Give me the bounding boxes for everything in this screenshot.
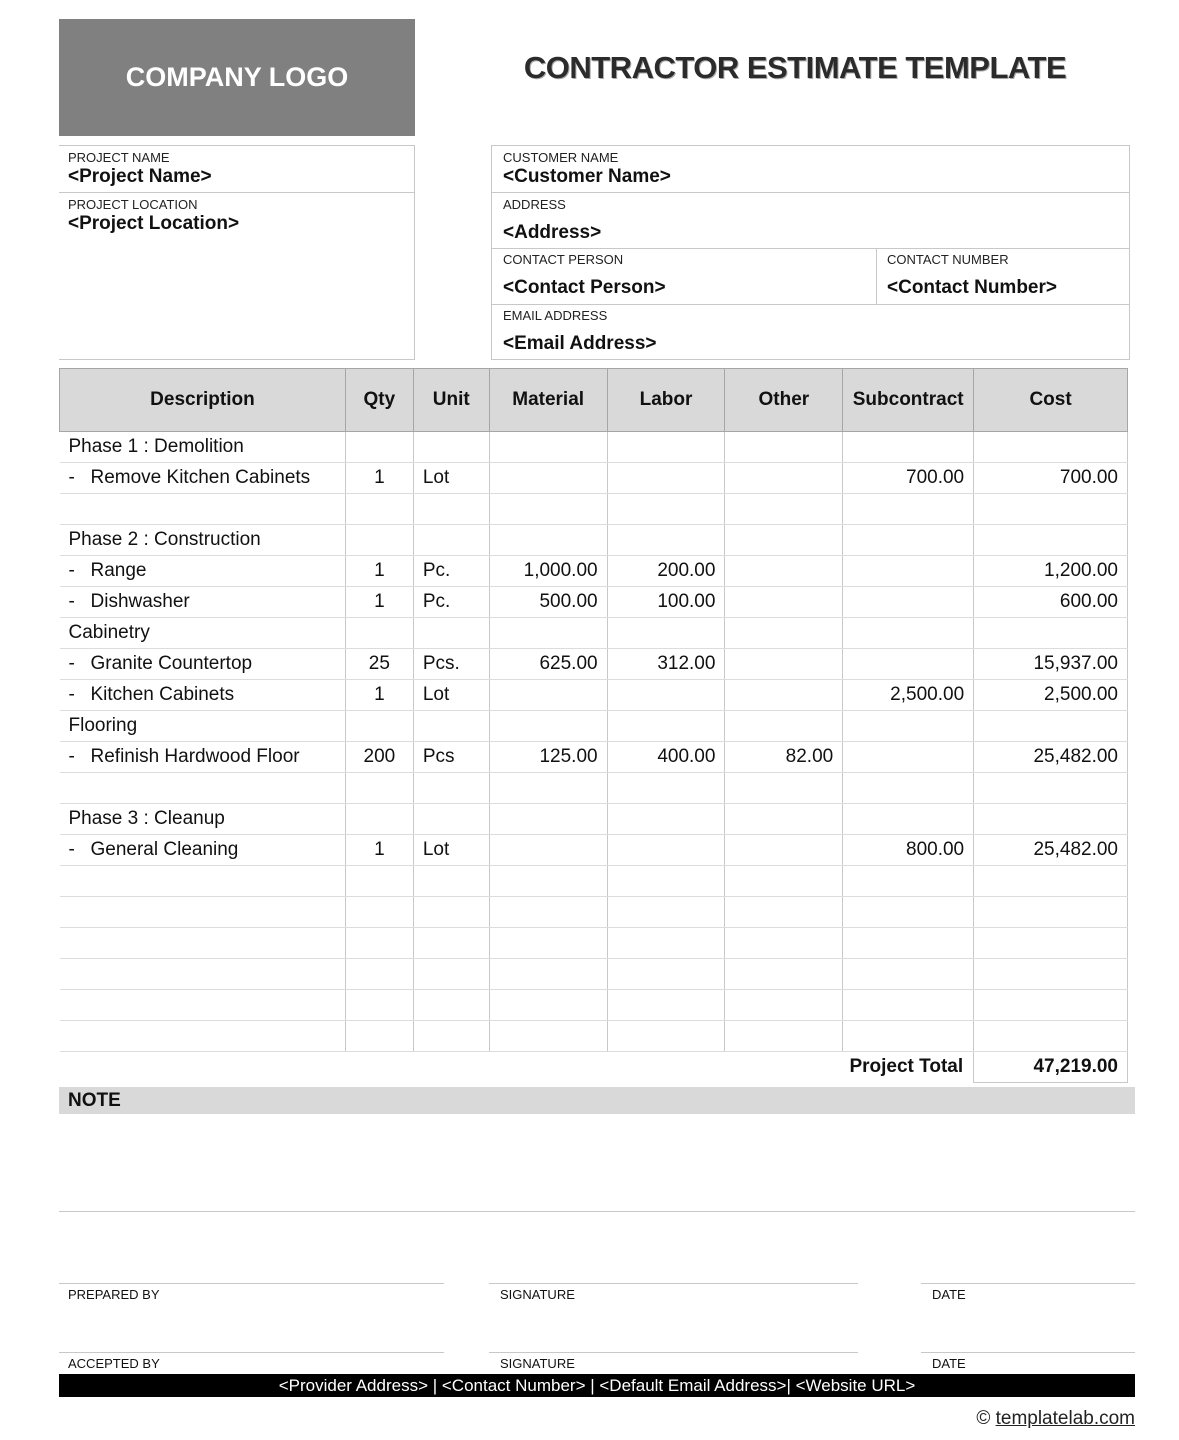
subcontract-cell[interactable]: 800.00	[843, 835, 974, 866]
material-cell[interactable]	[489, 804, 607, 835]
item-dash: -	[68, 467, 75, 488]
description-cell[interactable]	[60, 866, 346, 897]
table-row	[60, 463, 1128, 494]
credit	[976, 1408, 1135, 1430]
qty-cell[interactable]	[345, 990, 413, 1021]
qty-cell[interactable]: 1	[345, 680, 413, 711]
material-cell[interactable]	[489, 990, 607, 1021]
labor-cell[interactable]	[607, 897, 725, 928]
unit-cell[interactable]	[413, 618, 489, 649]
other-cell[interactable]	[725, 525, 843, 556]
subcontract-cell[interactable]	[843, 711, 974, 742]
footer-bar: <Provider Address> | <Contact Number> | <Default Email Address>| <Website URL>	[59, 1374, 1135, 1397]
description-cell[interactable]	[60, 773, 346, 804]
unit-cell[interactable]: Pc.	[413, 587, 489, 618]
description-text: Remove Kitchen Cabinets	[90, 467, 311, 488]
labor-cell[interactable]	[607, 711, 725, 742]
description-text: Range	[90, 560, 147, 581]
unit-cell[interactable]	[413, 866, 489, 897]
labor-cell[interactable]	[607, 959, 725, 990]
table-row	[60, 928, 1128, 959]
material-cell[interactable]	[489, 432, 607, 463]
subcontract-cell[interactable]	[843, 1021, 974, 1052]
project-name-field[interactable]: <Project Name>	[68, 166, 212, 187]
accepted-by-label: ACCEPTED BY	[68, 1356, 160, 1371]
cost-cell[interactable]	[974, 928, 1128, 959]
cost-cell[interactable]	[974, 711, 1128, 742]
other-cell[interactable]	[725, 928, 843, 959]
qty-cell[interactable]	[345, 494, 413, 525]
address-field[interactable]: <Address>	[503, 222, 602, 243]
email-label: EMAIL ADDRESS	[503, 308, 608, 323]
email-field[interactable]: <Email Address>	[503, 333, 657, 354]
description-text: Phase 3 : Cleanup	[68, 808, 225, 829]
labor-cell[interactable]	[607, 618, 725, 649]
unit-cell[interactable]	[413, 897, 489, 928]
qty-cell[interactable]: 1	[345, 835, 413, 866]
qty-cell[interactable]	[345, 959, 413, 990]
description-cell[interactable]	[60, 556, 346, 587]
column-header-unit: Unit	[413, 369, 489, 432]
divider	[59, 1352, 444, 1353]
unit-cell[interactable]	[413, 525, 489, 556]
other-cell[interactable]	[725, 866, 843, 897]
description-text: Refinish Hardwood Floor	[90, 746, 300, 767]
other-cell[interactable]	[725, 587, 843, 618]
customer-info-box	[491, 145, 1130, 360]
subcontract-cell[interactable]: 700.00	[843, 463, 974, 494]
item-dash: -	[68, 684, 75, 705]
other-cell[interactable]	[725, 463, 843, 494]
description-text: Flooring	[68, 715, 138, 736]
table-row	[60, 432, 1128, 463]
subcontract-cell[interactable]	[843, 959, 974, 990]
description-cell[interactable]	[60, 680, 346, 711]
material-cell[interactable]	[489, 897, 607, 928]
cost-cell[interactable]: 700.00	[974, 463, 1128, 494]
subcontract-cell[interactable]	[843, 866, 974, 897]
item-dash: -	[68, 746, 75, 767]
labor-cell[interactable]	[607, 866, 725, 897]
labor-cell[interactable]	[607, 928, 725, 959]
qty-cell[interactable]: 25	[345, 649, 413, 680]
other-cell[interactable]	[725, 711, 843, 742]
note-area[interactable]	[59, 1114, 1135, 1211]
qty-cell[interactable]: 1	[345, 463, 413, 494]
other-cell[interactable]	[725, 835, 843, 866]
description-text: General Cleaning	[90, 839, 239, 860]
other-cell[interactable]	[725, 680, 843, 711]
table-header-row	[60, 369, 1128, 432]
other-cell[interactable]	[725, 494, 843, 525]
column-header-qty: Qty	[345, 369, 413, 432]
description-cell[interactable]	[60, 959, 346, 990]
cost-cell[interactable]	[974, 525, 1128, 556]
subcontract-cell[interactable]	[843, 649, 974, 680]
other-cell[interactable]	[725, 897, 843, 928]
description-cell[interactable]	[60, 990, 346, 1021]
qty-cell[interactable]	[345, 432, 413, 463]
description-cell[interactable]	[60, 494, 346, 525]
labor-cell[interactable]	[607, 463, 725, 494]
subcontract-cell[interactable]	[843, 742, 974, 773]
other-cell[interactable]	[725, 804, 843, 835]
description-text: Phase 2 : Construction	[68, 529, 261, 550]
labor-cell[interactable]	[607, 990, 725, 1021]
subcontract-cell[interactable]	[843, 804, 974, 835]
table-row	[60, 556, 1128, 587]
unit-cell[interactable]	[413, 804, 489, 835]
cost-cell[interactable]	[974, 897, 1128, 928]
column-header-subcontract: Subcontract	[843, 369, 974, 432]
table-row	[60, 897, 1128, 928]
labor-cell[interactable]	[607, 494, 725, 525]
project-total-value: 47,219.00	[974, 1052, 1128, 1083]
other-cell[interactable]	[725, 773, 843, 804]
subcontract-cell[interactable]	[843, 432, 974, 463]
column-header-other: Other	[725, 369, 843, 432]
description-cell[interactable]	[60, 587, 346, 618]
unit-cell[interactable]: Lot	[413, 835, 489, 866]
address-label: ADDRESS	[503, 197, 566, 212]
material-cell[interactable]	[489, 1021, 607, 1052]
description-text: Kitchen Cabinets	[90, 684, 235, 705]
column-header-labor: Labor	[607, 369, 725, 432]
item-dash: -	[68, 653, 75, 674]
subcontract-cell[interactable]	[843, 897, 974, 928]
qty-cell[interactable]	[345, 866, 413, 897]
description-cell[interactable]	[60, 463, 346, 494]
prepared-by-field[interactable]	[59, 1303, 444, 1351]
subcontract-cell[interactable]	[843, 587, 974, 618]
unit-cell[interactable]: Pcs.	[413, 649, 489, 680]
description-cell[interactable]	[60, 649, 346, 680]
description-cell[interactable]	[60, 897, 346, 928]
subcontract-cell[interactable]	[843, 556, 974, 587]
qty-cell[interactable]	[345, 711, 413, 742]
unit-cell[interactable]	[413, 990, 489, 1021]
material-cell[interactable]	[489, 866, 607, 897]
cost-cell[interactable]: 2,500.00	[974, 680, 1128, 711]
unit-cell[interactable]: Pcs	[413, 742, 489, 773]
cost-cell[interactable]: 25,482.00	[974, 835, 1128, 866]
unit-cell[interactable]	[413, 432, 489, 463]
table-row	[60, 866, 1128, 897]
divider	[59, 1211, 1135, 1212]
material-cell[interactable]	[489, 773, 607, 804]
table-row	[60, 587, 1128, 618]
project-location-field[interactable]: <Project Location>	[68, 213, 240, 234]
cost-cell[interactable]: 600.00	[974, 587, 1128, 618]
qty-cell[interactable]: 1	[345, 587, 413, 618]
date-label: DATE	[932, 1287, 966, 1302]
labor-cell[interactable]: 312.00	[607, 649, 725, 680]
labor-cell[interactable]: 100.00	[607, 587, 725, 618]
material-cell[interactable]: 500.00	[489, 587, 607, 618]
item-dash: -	[68, 560, 75, 581]
cost-cell[interactable]	[974, 990, 1128, 1021]
other-cell[interactable]	[725, 432, 843, 463]
cost-cell[interactable]: 1,200.00	[974, 556, 1128, 587]
table-row	[60, 711, 1128, 742]
material-cell[interactable]	[489, 680, 607, 711]
credit-link[interactable]: templatelab.com	[995, 1408, 1135, 1429]
labor-cell[interactable]	[607, 1021, 725, 1052]
page-title: CONTRACTOR ESTIMATE TEMPLATE	[523, 50, 1067, 85]
customer-name-label: CUSTOMER NAME	[503, 150, 619, 165]
description-cell[interactable]	[60, 835, 346, 866]
cost-cell[interactable]	[974, 432, 1128, 463]
other-cell[interactable]	[725, 618, 843, 649]
description-cell[interactable]	[60, 742, 346, 773]
divider	[921, 1352, 1135, 1353]
unit-cell[interactable]	[413, 928, 489, 959]
unit-cell[interactable]	[413, 1021, 489, 1052]
table-row	[60, 1021, 1128, 1052]
labor-cell[interactable]: 400.00	[607, 742, 725, 773]
table-row	[60, 804, 1128, 835]
table-row	[60, 494, 1128, 525]
contact-number-field[interactable]: <Contact Number>	[887, 277, 1057, 298]
project-total-row	[60, 1052, 1128, 1083]
qty-cell[interactable]	[345, 525, 413, 556]
subcontract-cell[interactable]	[843, 618, 974, 649]
unit-cell[interactable]	[413, 711, 489, 742]
description-cell[interactable]	[60, 525, 346, 556]
cost-cell[interactable]	[974, 804, 1128, 835]
unit-cell[interactable]: Lot	[413, 463, 489, 494]
other-cell[interactable]	[725, 556, 843, 587]
divider	[489, 1352, 858, 1353]
labor-cell[interactable]: 200.00	[607, 556, 725, 587]
table-row	[60, 742, 1128, 773]
material-cell[interactable]	[489, 711, 607, 742]
customer-name-field[interactable]: <Customer Name>	[503, 166, 671, 187]
other-cell[interactable]	[725, 1021, 843, 1052]
subcontract-cell[interactable]	[843, 525, 974, 556]
description-cell[interactable]	[60, 804, 346, 835]
material-cell[interactable]: 125.00	[489, 742, 607, 773]
project-info-box	[59, 145, 415, 360]
cost-cell[interactable]	[974, 1021, 1128, 1052]
unit-cell[interactable]	[413, 959, 489, 990]
description-cell[interactable]	[60, 432, 346, 463]
cost-cell[interactable]	[974, 494, 1128, 525]
qty-cell[interactable]	[345, 928, 413, 959]
other-cell[interactable]	[725, 959, 843, 990]
material-cell[interactable]	[489, 463, 607, 494]
table-row	[60, 525, 1128, 556]
labor-cell[interactable]	[607, 773, 725, 804]
cost-cell[interactable]	[974, 866, 1128, 897]
qty-cell[interactable]: 1	[345, 556, 413, 587]
unit-cell[interactable]	[413, 773, 489, 804]
material-cell[interactable]	[489, 618, 607, 649]
column-header-cost: Cost	[974, 369, 1128, 432]
material-cell[interactable]	[489, 928, 607, 959]
note-header: NOTE	[59, 1087, 1135, 1114]
description-text: Phase 1 : Demolition	[68, 436, 244, 457]
table-row	[60, 990, 1128, 1021]
signature-label: SIGNATURE	[500, 1287, 575, 1302]
unit-cell[interactable]: Lot	[413, 680, 489, 711]
material-cell[interactable]	[489, 835, 607, 866]
other-cell[interactable]	[725, 649, 843, 680]
table-row	[60, 773, 1128, 804]
unit-cell[interactable]: Pc.	[413, 556, 489, 587]
description-cell[interactable]	[60, 1021, 346, 1052]
divider	[921, 1283, 1135, 1284]
column-header-material: Material	[489, 369, 607, 432]
divider	[489, 1283, 858, 1284]
description-text: Granite Countertop	[90, 653, 253, 674]
item-dash: -	[68, 591, 75, 612]
subcontract-cell[interactable]: 2,500.00	[843, 680, 974, 711]
company-logo: COMPANY LOGO	[59, 19, 415, 136]
cost-cell[interactable]	[974, 959, 1128, 990]
material-cell[interactable]	[489, 494, 607, 525]
table-row	[60, 649, 1128, 680]
subcontract-cell[interactable]	[843, 494, 974, 525]
prepared-by-label: PREPARED BY	[68, 1287, 160, 1302]
description-cell[interactable]	[60, 711, 346, 742]
table-row	[60, 835, 1128, 866]
qty-cell[interactable]	[345, 618, 413, 649]
qty-cell[interactable]	[345, 1021, 413, 1052]
qty-cell[interactable]	[345, 897, 413, 928]
signature-label: SIGNATURE	[500, 1356, 575, 1371]
description-cell[interactable]	[60, 618, 346, 649]
labor-cell[interactable]	[607, 804, 725, 835]
qty-cell[interactable]: 200	[345, 742, 413, 773]
divider	[59, 1283, 444, 1284]
estimate-table	[59, 368, 1128, 1083]
project-location-label: PROJECT LOCATION	[68, 197, 198, 212]
project-total-label: Project Total	[849, 1056, 964, 1078]
cost-cell[interactable]	[974, 773, 1128, 804]
labor-cell[interactable]	[607, 835, 725, 866]
labor-cell[interactable]	[607, 680, 725, 711]
contact-number-label: CONTACT NUMBER	[887, 252, 1009, 267]
description-text: Cabinetry	[68, 622, 150, 643]
table-row	[60, 959, 1128, 990]
material-cell[interactable]: 625.00	[489, 649, 607, 680]
unit-cell[interactable]	[413, 494, 489, 525]
project-name-label: PROJECT NAME	[68, 150, 170, 165]
subcontract-cell[interactable]	[843, 990, 974, 1021]
material-cell[interactable]	[489, 959, 607, 990]
other-cell[interactable]: 82.00	[725, 742, 843, 773]
cost-cell[interactable]: 25,482.00	[974, 742, 1128, 773]
table-row	[60, 680, 1128, 711]
cost-cell[interactable]: 15,937.00	[974, 649, 1128, 680]
qty-cell[interactable]	[345, 804, 413, 835]
description-cell[interactable]	[60, 928, 346, 959]
material-cell[interactable]	[489, 525, 607, 556]
item-dash: -	[68, 839, 75, 860]
qty-cell[interactable]	[345, 773, 413, 804]
contact-person-field[interactable]: <Contact Person>	[503, 277, 666, 298]
column-header-description: Description	[60, 369, 346, 432]
other-cell[interactable]	[725, 990, 843, 1021]
labor-cell[interactable]	[607, 432, 725, 463]
contact-person-label: CONTACT PERSON	[503, 252, 624, 267]
subcontract-cell[interactable]	[843, 773, 974, 804]
date-label: DATE	[932, 1356, 966, 1371]
subcontract-cell[interactable]	[843, 928, 974, 959]
material-cell[interactable]: 1,000.00	[489, 556, 607, 587]
cost-cell[interactable]	[974, 618, 1128, 649]
table-row	[60, 618, 1128, 649]
labor-cell[interactable]	[607, 525, 725, 556]
description-text: Dishwasher	[90, 591, 190, 612]
copyright-icon: ©	[976, 1408, 991, 1429]
